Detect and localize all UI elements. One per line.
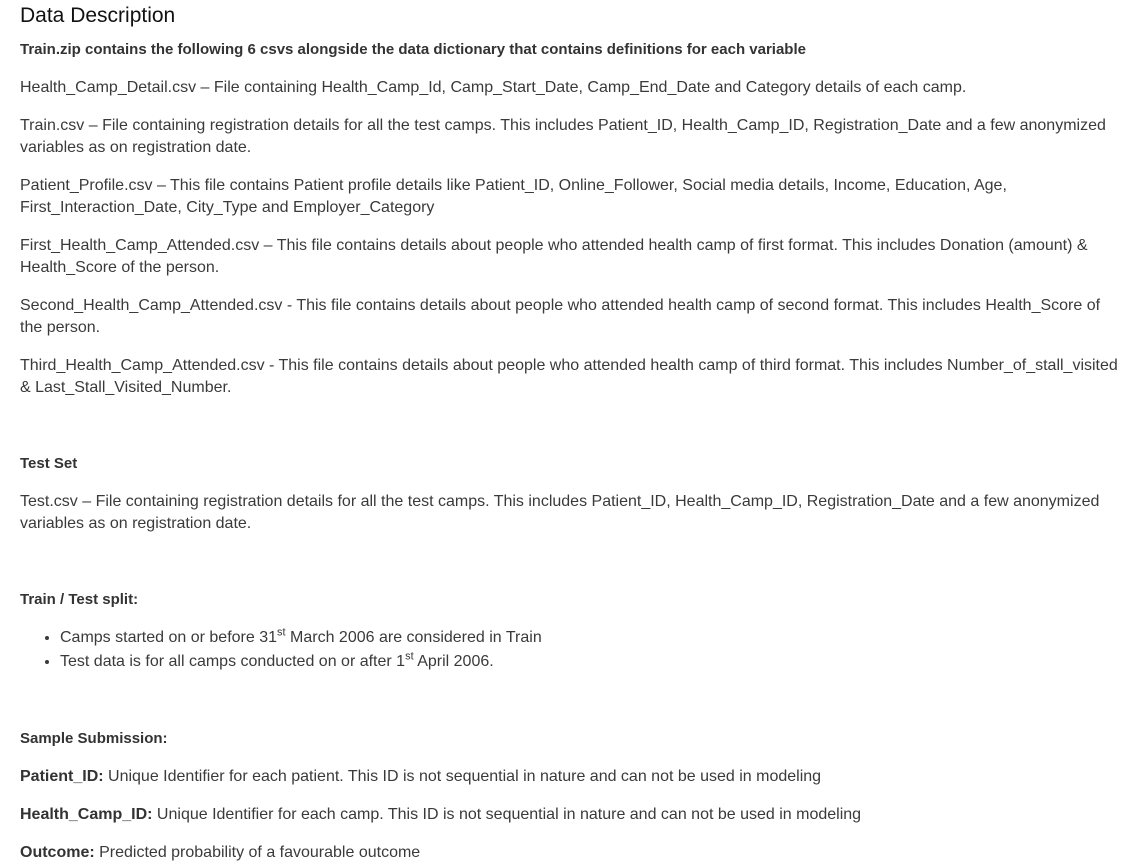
- field-label: Outcome:: [20, 844, 95, 861]
- file-description-second-camp: Second_Health_Camp_Attended.csv - This file contains details about people who attended health camp of second format. This includes Health_Score of the person.: [20, 297, 1101, 336]
- split-list: [20, 626, 1122, 674]
- split-heading: Train / Test split:: [20, 591, 139, 608]
- test-set-heading: Test Set: [20, 455, 78, 472]
- ordinal-suffix: st: [277, 626, 286, 639]
- field-description: Predicted probability of a favourable outcome: [94, 844, 421, 861]
- test-set-description: Test.csv – File containing registration details for all the test camps. This includes Patient_ID, Health_Camp_ID, Registration_Date and a few anonymized variables as on registration date.: [20, 493, 1100, 532]
- intro-text: Train.zip contains the following 6 csvs alongside the data dictionary that contains definitions for each variable: [20, 41, 806, 58]
- page-title: Data Description: [20, 4, 176, 27]
- field-description: Unique Identifier for each camp. This ID is not sequential in nature and can not be used in modeling: [152, 806, 862, 823]
- field-description: Unique Identifier for each patient. This ID is not sequential in nature and can not be used in modeling: [103, 768, 822, 785]
- ordinal-suffix: st: [405, 650, 414, 663]
- submission-field-outcome: [20, 842, 1122, 864]
- file-description-third-camp: Third_Health_Camp_Attended.csv - This file contains details about people who attended health camp of third format. This includes Number_of_stall_visited & Last_Stall_Visited_Number.: [20, 357, 1118, 396]
- file-description-patient-profile: Patient_Profile.csv – This file contains Patient profile details like Patient_ID, Online_Follower, Social media details, Income, Education, Age, First_Interaction_Date, City_Type and Employer_Category: [20, 177, 1007, 216]
- split-item-text: Camps started on or before 31: [60, 629, 278, 646]
- submission-field-patient-id: [20, 766, 1122, 788]
- file-description-train: Train.csv – File containing registration details for all the test camps. This includes Patient_ID, Health_Camp_ID, Registration_Date and a few anonymized variables as on registration date.: [20, 117, 1106, 156]
- split-item-text: Test data is for all camps conducted on or after 1: [60, 653, 406, 670]
- field-label: Health_Camp_ID:: [20, 806, 153, 823]
- submission-field-health-camp-id: [20, 804, 1122, 826]
- split-item-text: April 2006.: [413, 653, 494, 670]
- file-description-first-camp: First_Health_Camp_Attended.csv – This file contains details about people who attended health camp of first format. This includes Donation (amount) & Health_Score of the person.: [20, 237, 1088, 276]
- field-label: Patient_ID:: [20, 768, 104, 785]
- list-item: [60, 626, 1122, 650]
- file-description-health-camp-detail: Health_Camp_Detail.csv – File containing Health_Camp_Id, Camp_Start_Date, Camp_End_Date and Category details of each camp.: [20, 79, 967, 96]
- sample-submission-heading: Sample Submission:: [20, 730, 168, 747]
- split-item-text: March 2006 are considered in Train: [285, 629, 542, 646]
- list-item: [60, 650, 1122, 674]
